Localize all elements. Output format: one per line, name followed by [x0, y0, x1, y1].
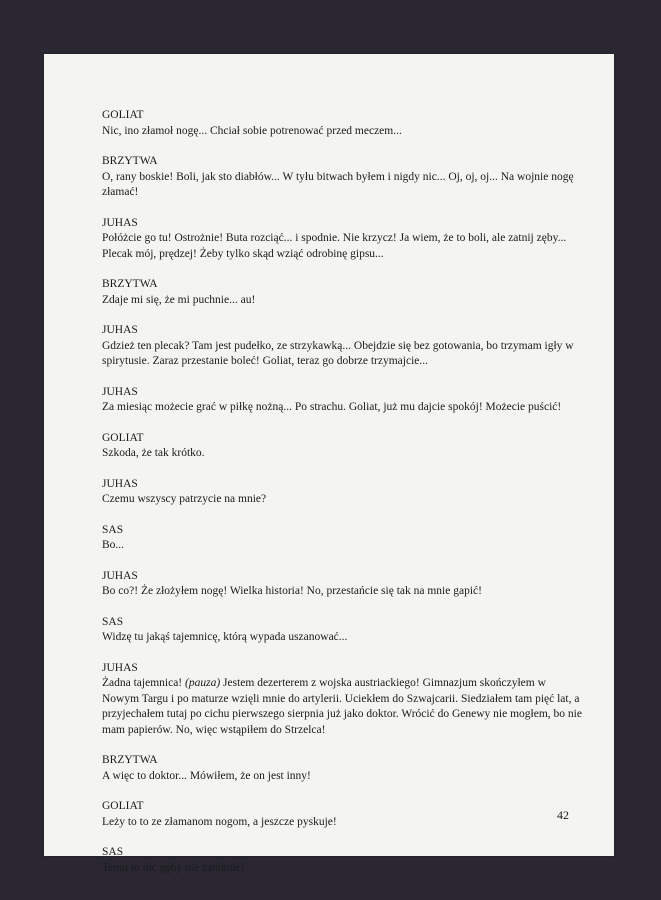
dialogue-text: Gdzież ten plecak? Tam jest pudełko, ze strzykawką... Obejdzie się bez gotowania, bo trzymam igły w spirytusie. Zaraz przestanie boleć! Goliat, teraz go dobrze trzymajcie... [102, 339, 574, 367]
dialogue-text: Połóżcie go tu! Ostrożnie! Buta rozciąć... i spodnie. Nie krzycz! Ja wiem, że to boli, ale zatnij zęby... Plecak mój, prędzej! Żeby tylko skąd wziąć odrobinę gipsu... [102, 232, 567, 260]
speaker-name: BRZYTWA [102, 155, 158, 167]
dialogue-text: Bo co?! Że złożyłem nogę! Wielka historia! No, przestańcie się tak na mnie gapić! [102, 585, 482, 597]
speaker-name: GOLIAT [102, 431, 144, 444]
dialogue-block [102, 799, 582, 830]
dialogue-block [102, 216, 582, 263]
dialogue-line [102, 400, 582, 416]
dialogue-line [102, 538, 582, 554]
dialogue-line [102, 446, 582, 462]
dialogue-text: Bo... [102, 539, 125, 551]
dialogue-text: Leży to to ze złamanom nogom, a jeszcze pyskuje! [102, 815, 337, 828]
dialogue-text: Żadna tajemnica! [102, 677, 186, 689]
dialogue-block [102, 661, 582, 739]
dialogue-text: Czemu wszyscy patrzycie na mnie? [102, 493, 267, 505]
dialogue-block [102, 477, 582, 508]
dialogue-block [102, 277, 582, 308]
dialogue-line [102, 861, 582, 877]
dialogue-line [102, 630, 582, 646]
script-content [102, 108, 582, 891]
speaker-name: JUHAS [102, 216, 138, 229]
speaker-name: JUHAS [102, 477, 138, 490]
dialogue-line [102, 231, 582, 262]
dialogue-text: Szkoda, że tak krótko. [102, 447, 205, 459]
dialogue-line [102, 170, 582, 201]
speaker-name: SAS [102, 846, 124, 858]
dialogue-block [102, 569, 582, 600]
dialogue-block [102, 323, 582, 370]
dialogue-block [102, 753, 582, 784]
speaker-name: BRZYTWA [102, 278, 158, 290]
dialogue-line [102, 769, 582, 785]
dialogue-line [102, 293, 582, 309]
dialogue-text: Jestem dezerterem z wojska austriackiego! Gimnazjum skończyłem w Nowym Targu i po maturze wzięli mnie do artylerii. Uciekłem do Szwajcarii. Siedziałem tam pięć lat, a przyjechałem tutaj po cichu pierwszego sierpnia już jako doktor. Wrócić do Genewy nie mogłem, bo nie mam papierów. No, więc wstąpiłem do Strzelca! [102, 677, 582, 736]
speaker-name: SAS [102, 615, 124, 628]
dialogue-text: Za miesiąc możecie grać w piłkę nożną... Po strachu. Goliat, już mu dajcie spokój! Możecie puścić! [102, 401, 562, 413]
speaker-name: GOLIAT [102, 800, 144, 812]
speaker-name: GOLIAT [102, 109, 144, 121]
dialogue-block [102, 845, 582, 876]
speaker-name: BRZYTWA [102, 754, 158, 766]
speaker-name: JUHAS [102, 324, 138, 336]
speaker-name: SAS [102, 523, 124, 536]
dialogue-text: Widzę tu jakąś tajemnicę, którą wypada uszanować... [102, 631, 348, 643]
dialogue-text: A więc to doktor... Mówiłem, że on jest inny! [102, 769, 311, 782]
dialogue-block [102, 431, 582, 462]
dialogue-block [102, 615, 582, 646]
speaker-name: JUHAS [102, 385, 138, 398]
dialogue-line [102, 124, 582, 140]
dialogue-line [102, 676, 582, 738]
dialogue-block [102, 108, 582, 139]
dialogue-text: Temu to nic gęby nie zamknie! [102, 861, 245, 874]
dialogue-block [102, 385, 582, 416]
dialogue-line [102, 584, 582, 600]
dialogue-text: Zdaje mi się, że mi puchnie... au! [102, 293, 256, 306]
document-page [44, 54, 614, 874]
dialogue-text: O, rany boskie! Boli, jak sto diabłów... W tyłu bitwach byłem i nigdy nic... Oj, oj, oj... Na wojnie nogę złamać! [102, 170, 574, 198]
dialogue-line [102, 492, 582, 508]
page-number: 42 [557, 808, 569, 822]
speaker-name: JUHAS [102, 569, 138, 582]
dialogue-line [102, 815, 582, 831]
dialogue-line [102, 339, 582, 370]
stage-direction: (pauza) [185, 677, 221, 689]
dialogue-block [102, 154, 582, 201]
speaker-name: JUHAS [102, 661, 138, 674]
dialogue-text: Nic, ino złamoł nogę... Chciał sobie potrenować przed meczem... [102, 124, 402, 137]
dialogue-block [102, 523, 582, 554]
